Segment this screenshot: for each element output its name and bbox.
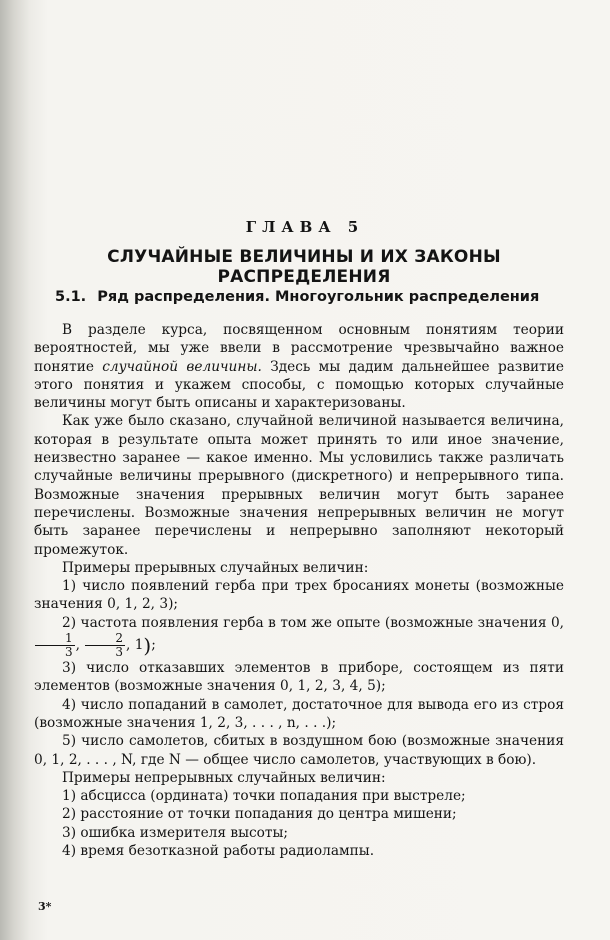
fraction-one-third: [35, 632, 75, 659]
emphasized-term: случайной величины.: [102, 358, 262, 375]
discrete-examples-intro: Примеры прерывных случайных величин:: [62, 559, 369, 576]
chapter-title: СЛУЧАЙНЫЕ ВЕЛИЧИНЫ И ИХ ЗАКОНЫ РАСПРЕДЕЛЕНИЯ: [107, 247, 501, 287]
discrete-example-4: 4) число попаданий в самолет, достаточное для вывода его из строя (возможные значения 1, 2, 3, . . . , n, . . .);: [34, 696, 564, 731]
discrete-example-2-text: 2) частота появления герба в том же опыте (возможные значения 0,: [62, 614, 564, 631]
paragraph-intro-part-b: Здесь мы дадим дальнейшее развитие этого понятия и укажем способы, с помощью которых случайные величины могут быть описаны и характеризованы.: [34, 358, 564, 412]
body-text: [34, 321, 564, 860]
continuous-example-1: 1) абсцисса (ордината) точки попадания при выстреле;: [62, 788, 466, 805]
fraction-numerator: 2: [85, 632, 125, 646]
fraction-denominator: 3: [65, 645, 73, 660]
discrete-example-3: 3) число отказавших элементов в приборе, состоящем из пяти элементов (возможные значения 0, 1, 2, 3, 4, 5);: [34, 660, 564, 695]
section-heading: [55, 289, 575, 305]
discrete-example-2-last-value: 1: [134, 637, 144, 654]
paragraph-intro: [34, 321, 564, 412]
fraction-two-thirds: [85, 632, 125, 659]
fraction-numerator: 1: [35, 632, 75, 646]
discrete-example-5: 5) число самолетов, сбитых в воздушном бою (возможные значения 0, 1, 2, . . . , N, где N — общее число самолетов, участвующих в бою).: [34, 733, 564, 768]
continuous-example-4: 4) время безотказной работы радиолампы.: [62, 843, 375, 860]
section-title: Ряд распределения. Многоугольник распределения: [97, 289, 540, 305]
page-folio: 3*: [38, 900, 52, 913]
continuous-examples-intro: Примеры непрерывных случайных величин:: [62, 769, 386, 786]
section-number: 5.1.: [55, 289, 87, 305]
chapter-label: ГЛАВА 5: [245, 218, 365, 236]
discrete-example-1: 1) число появлений герба при трех бросаниях монеты (возможные значения 0, 1, 2, 3);: [34, 578, 564, 613]
continuous-example-2: 2) расстояние от точки попадания до центра мишени;: [62, 806, 457, 823]
paragraph-definition: Как уже было сказано, случайной величиной называется величина, которая в результате опыта может принять то или иное значение, неизвестно заранее — какое именно. Мы условились также различать случайные величины прерывного (дискретного) и непрерывного типа. Возможные значения прерывных величин могут быть заранее перечислены. Возможные значения непрерывных величин не могут быть заранее перечислены и непрерывно заполняют некоторый промежуток.: [34, 413, 564, 558]
discrete-example-2: 2) частота появления герба в том же опыте (возможные значения 0, $\frac{1}{3}$ , $\frac{2}{3}$ , 1);: [34, 614, 564, 659]
paragraph-intro-part-a: В разделе курса, посвященном основным понятиям теории вероятностей, мы уже ввели в рассмотрение чрезвычайно важное понятие: [34, 322, 564, 375]
continuous-example-3: 3) ошибка измерителя высоты;: [62, 824, 288, 841]
fraction-denominator: 3: [115, 645, 123, 660]
